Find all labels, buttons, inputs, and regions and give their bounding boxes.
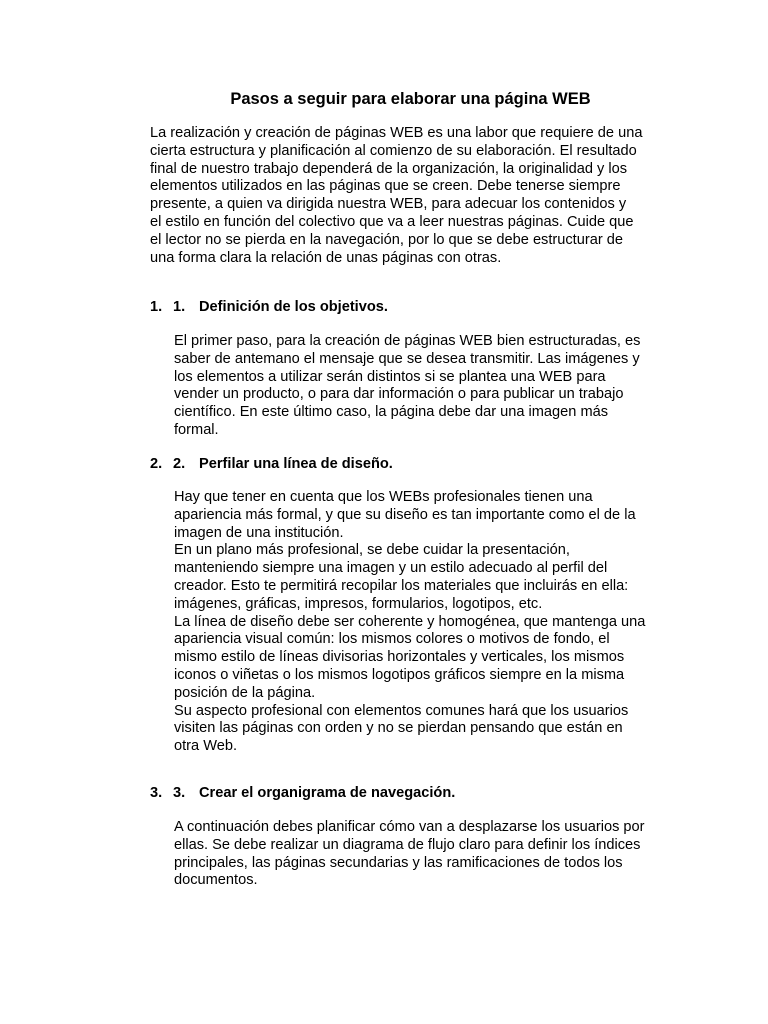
section-body-1: El primer paso, para la creación de páginas WEB bien estructuradas, es saber de antemano el mensaje que se desea transmitir. Las imágenes y los elementos a utilizar serán distintos si se plantea una WEB para vender un producto, o para dar información o para publicar un trabajo científico. En este último caso, la página debe dar una imagen más formal. bbox=[174, 333, 641, 438]
section-number-outer: 1. bbox=[150, 299, 163, 315]
section-number-inner: 1. bbox=[173, 299, 186, 315]
section-heading-text: Definición de los objetivos. bbox=[199, 299, 388, 315]
section-number-inner: 3. bbox=[173, 785, 186, 801]
section-heading-text: Crear el organigrama de navegación. bbox=[199, 785, 456, 801]
section-body-2: Hay que tener en cuenta que los WEBs profesionales tienen una apariencia más formal, y que su diseño es tan importante como el de la imagen de una institución. En un plano más profesional, se debe cuidar la presentación, manteniendo siempre una imagen y un estilo adecuado al perfil del creador. Esto te permitirá recopilar los materiales que incluirás en ella: imágenes, gráficas, impresos, formularios, logotipos, etc. La línea de diseño debe ser coherente y homogénea, que mantenga una apariencia visual común: los mismos colores o motivos de fondo, el mismo estilo de líneas divisorias horizontales y verticales, los mismos iconos o viñetas o los mismos logotipos gráficos siempre en la misma posición de la página. Su aspecto profesional con elementos comunes hará que los usuarios visiten las páginas con orden y no se pierdan pensando que están en otra Web. bbox=[174, 489, 646, 755]
section-body-3: A continuación debes planificar cómo van a desplazarse los usuarios por ellas. Se debe realizar un diagrama de flujo claro para definir los índices principales, las páginas secundarias y las ramificaciones de todos los documentos. bbox=[174, 819, 645, 889]
section-heading-2 bbox=[150, 456, 393, 474]
section-number-inner: 2. bbox=[173, 456, 186, 472]
document-title: Pasos a seguir para elaborar una página WEB bbox=[230, 90, 591, 108]
section-number-outer: 2. bbox=[150, 456, 163, 472]
section-heading-3 bbox=[150, 785, 455, 803]
intro-paragraph: La realización y creación de páginas WEB es una labor que requiere de una cierta estructura y planificación al comienzo de su elaboración. El resultado final de nuestro trabajo dependerá de la organización, la originalidad y los elementos utilizados en las páginas que se creen. Debe tenerse siempre presente, a quien va dirigida nuestra WEB, para adecuar los contenidos y el estilo en función del colectivo que va a leer nuestras páginas. Cuide que el lector no se pierda en la navegación, por lo que se debe estructurar de una forma clara la relación de unas páginas con otras. bbox=[150, 125, 643, 266]
section-number-outer: 3. bbox=[150, 785, 163, 801]
section-heading-text: Perfilar una línea de diseño. bbox=[199, 456, 393, 472]
section-heading-1 bbox=[150, 299, 388, 317]
